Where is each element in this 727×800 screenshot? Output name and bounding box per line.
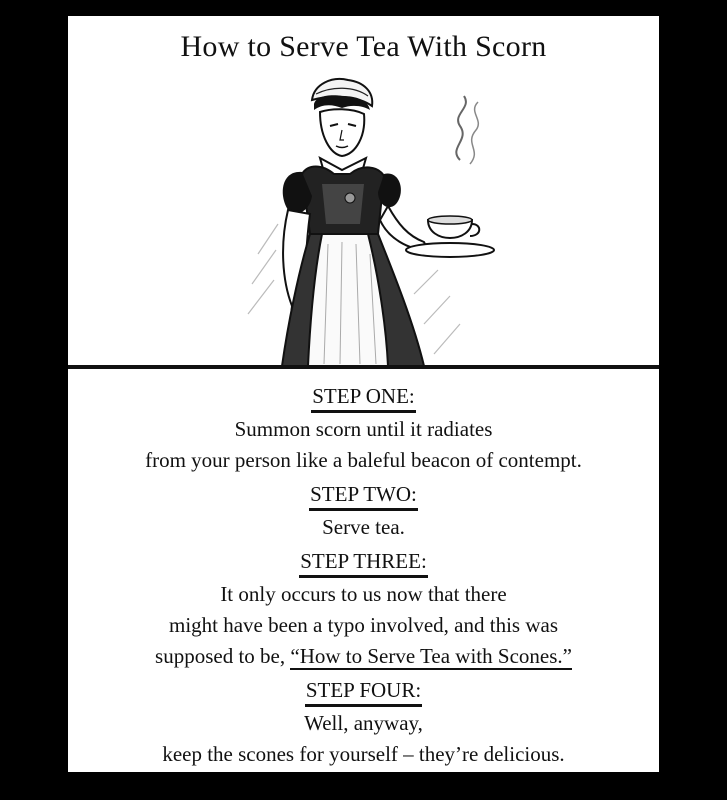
section-divider: [68, 365, 659, 369]
step-text-line: It only occurs to us now that there: [220, 582, 507, 606]
steps-section: [68, 378, 659, 770]
step-heading: STEP FOUR:: [305, 677, 422, 707]
step-text-prefix: supposed to be,: [155, 644, 291, 668]
step-heading: STEP THREE:: [299, 548, 428, 578]
step-one-heading-line: [68, 378, 659, 414]
poster-panel: [68, 16, 659, 772]
step-text-line: [68, 641, 659, 672]
step-text-line: Summon scorn until it radiates: [234, 417, 493, 441]
maid-illustration: [238, 74, 498, 366]
step-text-line: keep the scones for yourself – they’re delicious.: [162, 742, 565, 766]
step-two-heading-line: [68, 476, 659, 512]
step-text-line: Well, anyway,: [304, 711, 423, 735]
corrected-title-quote: “How to Serve Tea with Scones.”: [290, 644, 572, 668]
poster-title: How to Serve Tea With Scorn: [180, 30, 547, 63]
step-text-line: Serve tea.: [322, 515, 405, 539]
step-text-line: might have been a typo involved, and this was: [168, 613, 558, 637]
step-heading: STEP TWO:: [309, 481, 418, 511]
step-four-heading-line: [68, 672, 659, 708]
step-heading: STEP ONE:: [311, 383, 415, 413]
step-three-heading-line: [68, 543, 659, 579]
step-text-line: from your person like a baleful beacon of contempt.: [145, 448, 582, 472]
